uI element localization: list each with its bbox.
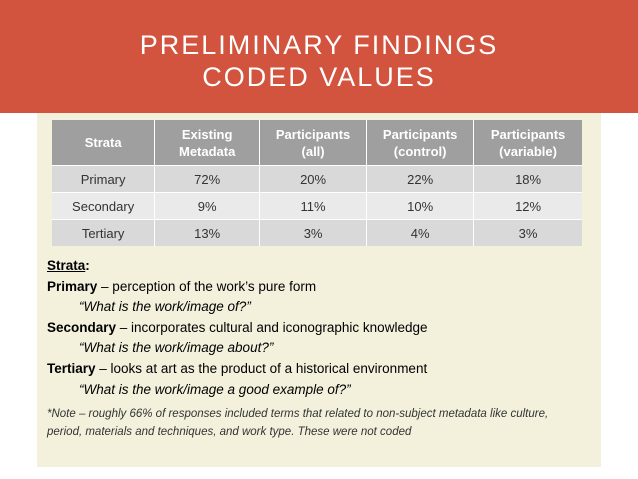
header-line: Existing <box>181 126 233 142</box>
primary-term: Primary <box>47 278 98 294</box>
table-row-secondary <box>52 193 582 220</box>
slide-title-line-1: PRELIMINARY FINDINGS <box>139 30 499 60</box>
title-band <box>0 0 638 113</box>
secondary-definition <box>47 318 597 339</box>
table-cell: 13% <box>155 220 260 247</box>
table-header-row <box>52 120 582 166</box>
strata-heading-label: Strata <box>47 258 86 273</box>
header-participants-variable <box>474 120 582 166</box>
strata-heading <box>47 256 597 277</box>
header-line: Participants <box>275 126 351 142</box>
strata-definitions <box>47 256 597 400</box>
table-cell: Tertiary <box>52 220 155 247</box>
header-existing-metadata <box>155 120 260 166</box>
header-strata-line1: Strata <box>84 135 122 150</box>
header-line: Participants <box>382 126 458 142</box>
strata-heading-colon: : <box>85 258 90 273</box>
table-cell: 20% <box>260 166 367 193</box>
coded-values-table <box>52 120 582 246</box>
table-cell: 3% <box>474 220 582 247</box>
footnote: *Note – roughly 66% of responses included terms that related to non-subject metadata like culture, period, materials and techniques, and work type. These were not coded <box>47 408 549 438</box>
table-cell: 72% <box>155 166 260 193</box>
table-row-tertiary <box>52 220 582 247</box>
secondary-desc: – incorporates cultural and iconographic knowledge <box>116 319 428 335</box>
table-cell: 3% <box>260 220 367 247</box>
table-cell: 22% <box>367 166 474 193</box>
tertiary-term: Tertiary <box>47 360 96 376</box>
tertiary-definition <box>47 359 597 380</box>
header-line: Metadata <box>178 143 236 159</box>
table-cell: 10% <box>367 193 474 220</box>
table-cell: 11% <box>260 193 367 220</box>
primary-desc: – perception of the work’s pure form <box>97 278 317 294</box>
header-line: (control) <box>393 143 447 159</box>
header-line: (variable) <box>499 143 557 159</box>
header-line: Participants <box>490 126 566 142</box>
header-participants-all <box>260 120 367 166</box>
table-row-primary <box>52 166 582 193</box>
table-cell: Primary <box>52 166 155 193</box>
header-line: (all) <box>301 143 325 159</box>
table-cell: Secondary <box>52 193 155 220</box>
tertiary-desc: – looks at art as the product of a historical environment <box>95 360 428 376</box>
secondary-term: Secondary <box>47 319 117 335</box>
primary-question: “What is the work/image of?” <box>79 299 251 315</box>
secondary-question: “What is the work/image about?” <box>79 340 274 356</box>
tertiary-question: “What is the work/image a good example of?” <box>79 381 351 397</box>
header-participants-control <box>367 120 474 166</box>
header-strata <box>52 120 155 166</box>
primary-definition <box>47 277 597 298</box>
table-cell: 18% <box>474 166 582 193</box>
slide-title-line-2: CODED VALUES <box>202 62 436 92</box>
table-cell: 4% <box>367 220 474 247</box>
table-cell: 9% <box>155 193 260 220</box>
table-cell: 12% <box>474 193 582 220</box>
